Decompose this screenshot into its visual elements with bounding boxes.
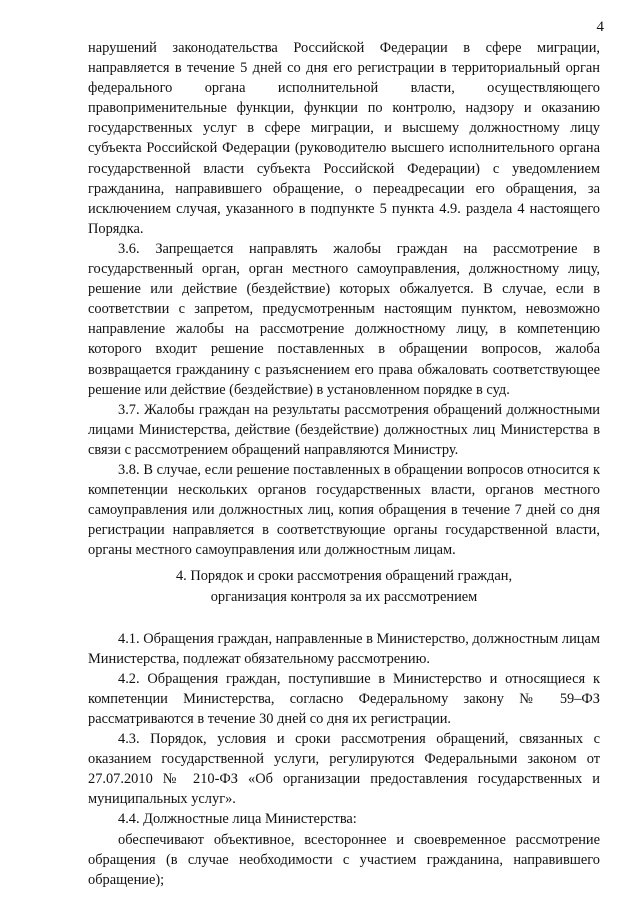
- paragraph-4-4-item-1: обеспечивают объективное, всестороннее и своевременное рассмотрение обращения (в случае необходимости с участием гражданина, направившего обращение);: [88, 831, 600, 888]
- paragraph-continuation: нарушений законодательства Российской Федерации в сфере миграции, направляется в течение 5 дней со дня его регистрации в территориальный орган федерального органа исполнительной власти, осуществляющего правоприменительные функции, функции по контролю, надзору и оказанию государственных услуг в сфере миграции, и высшему должностному лицу субъекта Российской Федерации (руководителю высшего исполнительного органа государственной власти субъекта Российской Федерации) с уведомлением гражданина, направившего обращение, о переадресации его обращения, за исключением случая, указанного в подпункте 5 пункта 4.9. раздела 4 настоящего Порядка.: [88, 40, 600, 237]
- paragraph-3-7: 3.7. Жалобы граждан на результаты рассмотрения обращений должностными лицами Министерства, действие (бездействие) должностных лиц Министерства в связи с рассмотрением обращений направляются Министру.: [88, 401, 600, 458]
- document-body: [88, 38, 600, 890]
- paragraph-4-1: 4.1. Обращения граждан, направленные в Министерство, должностным лицам Министерства, подлежат обязательному рассмотрению.: [88, 630, 600, 667]
- section-4-heading-line1: 4. Порядок и сроки рассмотрения обращений граждан,: [175, 568, 513, 585]
- paragraph-3-6: 3.6. Запрещается направлять жалобы граждан на рассмотрение в государственный орган, орган местного самоуправления, должностному лицу, решение или действие (бездействие) которых обжалуется. В случае, если в соответствии с запретом, предусмотренным настоящим пунктом, невозможно направление жалобы на рассмотрение должностному лицу, в компетенцию которого входит решение поставленных в обращении вопросов, жалоба возвращается гражданину с разъяснением его права обжаловать соответствующее решение или действие (бездействие) в установленном порядке в суд.: [88, 240, 600, 398]
- section-4-heading-line2: организация контроля за их рассмотрением: [210, 588, 478, 605]
- paragraph-4-4: 4.4. Должностные лица Министерства:: [118, 811, 357, 828]
- page-number: 4: [596, 19, 604, 35]
- paragraph-4-3: 4.3. Порядок, условия и сроки рассмотрения обращений, связанных с оказанием государственной услуги, регулируются Федеральными законом от 27.07.2010 № 210-ФЗ «Об организации предоставления государственных и муниципальных услуг».: [88, 731, 600, 808]
- section-4-heading: [88, 566, 600, 606]
- paragraph-4-2: 4.2. Обращения граждан, поступившие в Министерство и относящиеся к компетенции Министерства, согласно Федеральному закону № 59–ФЗ рассматриваются в течение 30 дней со дня их регистрации.: [88, 670, 600, 727]
- paragraph-3-8: 3.8. В случае, если решение поставленных в обращении вопросов относится к компетенции нескольких органов государственных власти, органов местного самоуправления или должностных лиц, копия обращения в течение 7 дней со дня регистрации направляется в соответствующие органы государственной власти, органы местного самоуправления или должностным лицам.: [88, 461, 600, 559]
